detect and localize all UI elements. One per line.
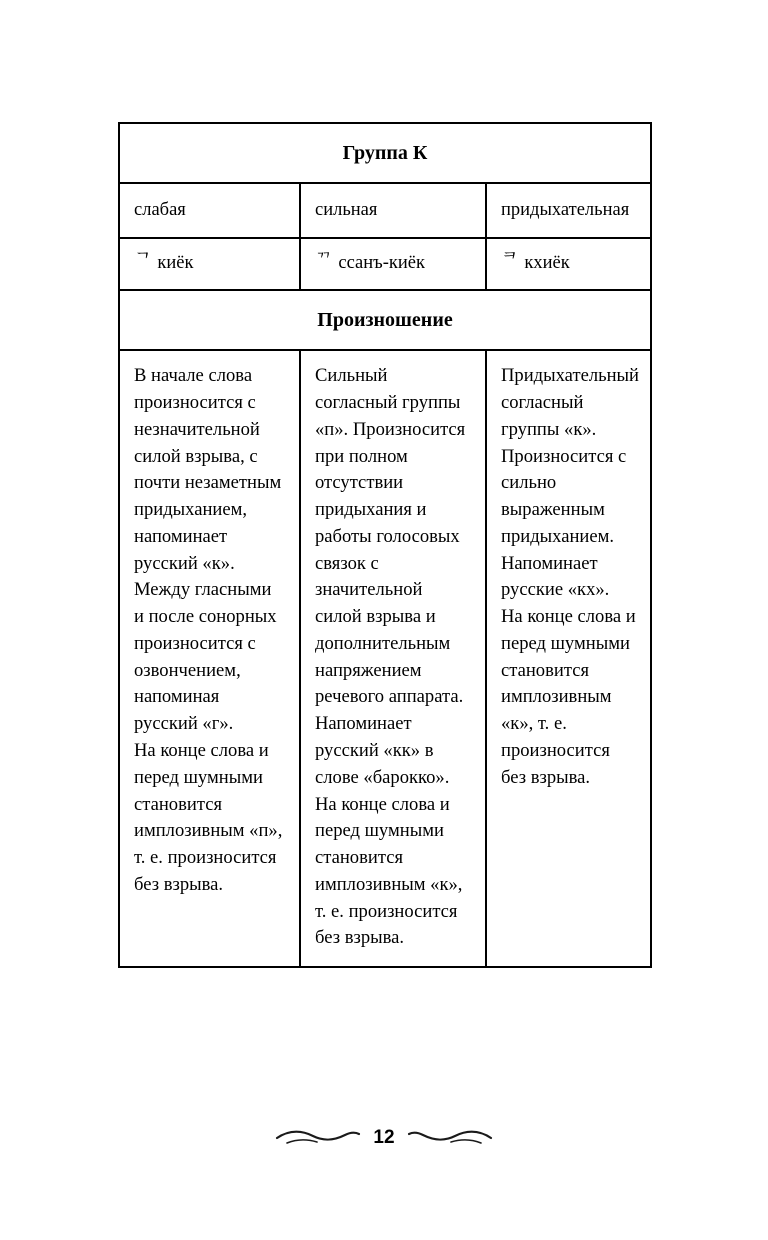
footer-inner [275, 1128, 492, 1147]
description-paragraph: Придыхательный согласный группы «к». Произносится с сильно выраженным придыханием. Напоминает русские «кх». [501, 365, 639, 601]
column-header-weak-cell [119, 183, 300, 238]
description-paragraph: На конце слова и перед шумными становится имплозивным «к», т. е. произносится без взрыва. [501, 606, 636, 788]
letter-sample-aspirated-cell [486, 238, 651, 290]
description-strong-text [301, 351, 485, 966]
letter-sample-weak-cell [119, 238, 300, 290]
column-header-strong-text: сильная [315, 200, 378, 220]
table-row-column-headers [119, 183, 651, 238]
column-header-strong-cell [300, 183, 486, 238]
description-aspirated-text [487, 351, 650, 805]
page-number: 12 [373, 1127, 395, 1148]
description-weak-cell [119, 350, 300, 967]
table-row-descriptions [119, 350, 651, 967]
description-paragraph: В начале слова произносится с незначительной силой взрыва, с почти незаметным придыханием, напоминает русский «к». Между гласными и после сонорных произносится с озвончением, напоминая русский «г». [134, 365, 282, 735]
column-header-weak-text: слабая [134, 200, 186, 220]
group-title-cell [119, 123, 651, 183]
pronunciation-table-wrapper [118, 122, 650, 968]
table-row-section-title [119, 290, 651, 350]
left-flourish-icon [275, 1129, 361, 1147]
letter-name-strong: ссанъ-киёк [338, 253, 425, 274]
letter-name-aspirated: кхиёк [524, 253, 570, 274]
description-paragraph: На конце слова и перед шумными становится имплозивным «к», т. е. произносится без взрыва. [315, 793, 463, 949]
description-paragraph: Сильный согласный группы «п». Произносится при полном отсутствии придыхания и работы голосовых связок с значительной силой взрыва и дополнительным напряжением речевого аппарата. Напоминает русский «кк» в слове «барокко». [315, 365, 466, 788]
letter-sample-weak [120, 239, 299, 289]
letter-sample-aspirated [487, 239, 650, 289]
description-weak-text [120, 351, 299, 912]
column-header-aspirated-cell [486, 183, 651, 238]
table-row-group-title [119, 123, 651, 183]
group-title-text: Группа К [342, 142, 428, 164]
hangul-glyph-ssangkiyeok-icon: ᄁ [315, 251, 333, 273]
hangul-glyph-kiyeok-icon: ᄀ [134, 251, 152, 273]
section-title-cell [119, 290, 651, 350]
description-aspirated-cell [486, 350, 651, 967]
letter-sample-strong [301, 239, 485, 289]
description-strong-cell [300, 350, 486, 967]
pronunciation-table [118, 122, 652, 968]
right-flourish-icon [407, 1129, 493, 1147]
table-row-letter-samples [119, 238, 651, 290]
page-footer [0, 1128, 768, 1152]
letter-sample-strong-cell [300, 238, 486, 290]
hangul-glyph-khieukh-icon: ᄏ [501, 251, 519, 273]
letter-name-weak: киёк [157, 253, 194, 274]
description-paragraph: На конце слова и перед шумными становится имплозивным «п», т. е. произносится без взрыва. [134, 739, 283, 895]
section-title-text: Произношение [317, 309, 453, 332]
column-header-aspirated-text: придыхательная [501, 200, 630, 220]
